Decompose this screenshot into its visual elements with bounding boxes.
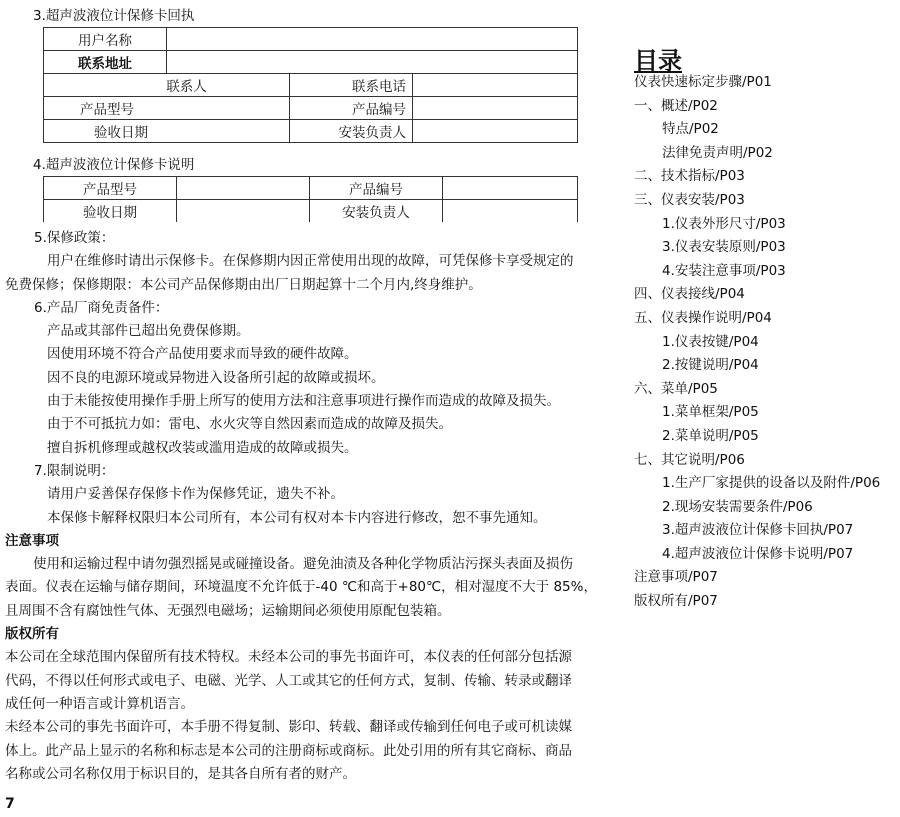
desc-model-label: 产品型号 (44, 177, 177, 200)
copyright-line-3: 成任何一种语言或计算机语言。 (5, 695, 194, 712)
list-item: 由于不可抵抗力如：雷电、水火灾等自然因素而造成的故障及损失。 (47, 416, 452, 433)
desc-accept-date-label: 验收日期 (44, 200, 177, 223)
toc-item[interactable]: 2.现场安装需要条件/P06 (662, 498, 813, 515)
policy-heading: 5.保修政策： (34, 230, 115, 246)
model-label: 产品型号 (44, 97, 290, 120)
toc-item[interactable]: 3.仪表安装原则/P03 (662, 239, 786, 256)
toc-item[interactable]: 注意事项/P07 (634, 569, 718, 586)
table-row (44, 51, 578, 74)
limits-heading: 7.限制说明： (34, 462, 115, 479)
installer-field[interactable] (413, 120, 578, 143)
desc-card-heading: 4.超声波液位计保修卡说明 (33, 157, 195, 173)
toc-item[interactable]: 七、其它说明/P06 (634, 451, 745, 468)
table-row (44, 74, 578, 97)
toc-item[interactable]: 特点/P02 (662, 121, 719, 138)
toc-item[interactable]: 1.生产厂家提供的设备以及附件/P06 (662, 475, 881, 492)
notes-line-1: 使用和运输过程中请勿强烈摇晃或碰撞设备。避免油渍及各种化学物质沾污探头表面及损伤 (33, 556, 573, 573)
table-row (44, 200, 578, 223)
copyright-line-2: 代码，不得以任何形式或电子、电磁、光学、人工或其它的任何方式，复制、传输、转录或翻译 (5, 672, 572, 689)
copyright-line-1: 本公司在全球范围内保留所有技术特权。未经本公司的事先书面许可，本仪表的任何部分包括源 (5, 649, 572, 666)
toc-item[interactable]: 四、仪表接线/P04 (634, 286, 745, 303)
phone-label: 联系电话 (290, 74, 413, 97)
table-row (44, 177, 578, 200)
installer-label: 安装负责人 (290, 120, 413, 143)
notes-line-2: 表面。仪表在运输与储存期间，环境温度不允许低于-40 ℃和高于+80℃，相对湿度不大于 85%， (5, 579, 597, 596)
body-text (5, 227, 603, 786)
list-item: 产品或其部件已超出免费保修期。 (47, 323, 250, 340)
toc-item[interactable]: 三、仪表安装/P03 (634, 191, 745, 208)
toc-item[interactable]: 二、技术指标/P03 (634, 168, 745, 185)
desc-installer-label: 安装负责人 (310, 200, 443, 223)
toc-item[interactable]: 2.菜单说明/P05 (662, 427, 759, 444)
toc-item[interactable]: 法律免责声明/P02 (662, 144, 773, 161)
phone-field[interactable] (413, 74, 578, 97)
table-row (44, 28, 578, 51)
toc-item[interactable]: 1.菜单框架/P05 (662, 404, 759, 421)
notes-title: 注意事项 (5, 532, 59, 549)
table-row (44, 120, 578, 143)
desc-serial-field[interactable] (443, 177, 578, 200)
copyright-line-5: 体上。此产品上显示的名称和标志是本公司的注册商标或商标。此处引用的所有其它商标、商品 (5, 742, 572, 759)
table-row (44, 97, 578, 120)
desc-accept-date-field[interactable] (177, 200, 310, 223)
toc-item[interactable]: 五、仪表操作说明/P04 (634, 309, 772, 326)
toc-item[interactable]: 六、菜单/P05 (634, 380, 718, 397)
address-field[interactable] (167, 51, 578, 74)
page-number: 7 (5, 796, 15, 812)
policy-line-2: 免费保修；保修期限：本公司产品保修期由出厂日期起算十二个月内,终身维护。 (5, 276, 482, 293)
list-item: 擅自拆机修理或越权改装或滥用造成的故障或损失。 (47, 439, 358, 456)
toc-item[interactable]: 1.仪表按键/P04 (662, 333, 759, 350)
list-item: 因使用环境不符合产品使用要求而导致的硬件故障。 (47, 346, 358, 363)
toc-title: 目录 (634, 47, 682, 75)
list-item: 本保修卡解释权限归本公司所有，本公司有权对本卡内容进行修改，恕不事先通知。 (47, 509, 547, 526)
toc-item[interactable]: 一、概述/P02 (634, 97, 718, 114)
list-item: 由于未能按使用操作手册上所写的使用方法和注意事项进行操作而造成的故障及损失。 (47, 393, 560, 410)
desc-installer-field[interactable] (443, 200, 578, 223)
toc-item[interactable]: 3.超声波液位计保修卡回执/P07 (662, 522, 854, 539)
desc-card-table (43, 176, 578, 222)
copyright-title: 版权所有 (5, 626, 59, 643)
serial-label: 产品编号 (290, 97, 413, 120)
address-label: 联系地址 (44, 51, 167, 74)
list-item: 请用户妥善保存保修卡作为保修凭证，遗失不补。 (47, 486, 344, 503)
toc-item[interactable]: 4.超声波液位计保修卡说明/P07 (662, 545, 854, 562)
user-name-label: 用户名称 (44, 28, 167, 51)
user-name-field[interactable] (167, 28, 578, 51)
contact-label: 联系人 (44, 74, 290, 97)
return-card-heading: 3.超声波液位计保修卡回执 (33, 8, 195, 24)
serial-field[interactable] (413, 97, 578, 120)
toc-list (634, 71, 880, 614)
list-item: 因不良的电源环境或异物进入设备所引起的故障或损坏。 (47, 369, 385, 386)
toc-item[interactable]: 4.安装注意事项/P03 (662, 262, 786, 279)
toc-item[interactable]: 1.仪表外形尺寸/P03 (662, 215, 786, 232)
desc-model-field[interactable] (177, 177, 310, 200)
copyright-line-4: 未经本公司的事先书面许可，本手册不得复制、影印、转载、翻译或传输到任何电子或可机读媒 (5, 719, 572, 736)
policy-line-1: 用户在维修时请出示保修卡。在保修期内因正常使用出现的故障，可凭保修卡享受规定的 (47, 253, 574, 270)
exemption-heading: 6.产品厂商免责备件： (34, 299, 169, 316)
desc-serial-label: 产品编号 (310, 177, 443, 200)
toc-item[interactable]: 版权所有/P07 (634, 593, 718, 610)
toc-item[interactable]: 2.按键说明/P04 (662, 357, 759, 374)
return-card-table (43, 27, 578, 143)
accept-date-label: 验收日期 (44, 120, 290, 143)
copyright-line-6: 名称或公司名称仅用于标识目的，是其各自所有者的财产。 (5, 765, 356, 782)
notes-line-3: 且周围不含有腐蚀性气体、无强烈电磁场；运输期间必须使用原配包装箱。 (5, 602, 451, 619)
toc-item[interactable]: 仪表快速标定步骤/P01 (634, 74, 772, 90)
